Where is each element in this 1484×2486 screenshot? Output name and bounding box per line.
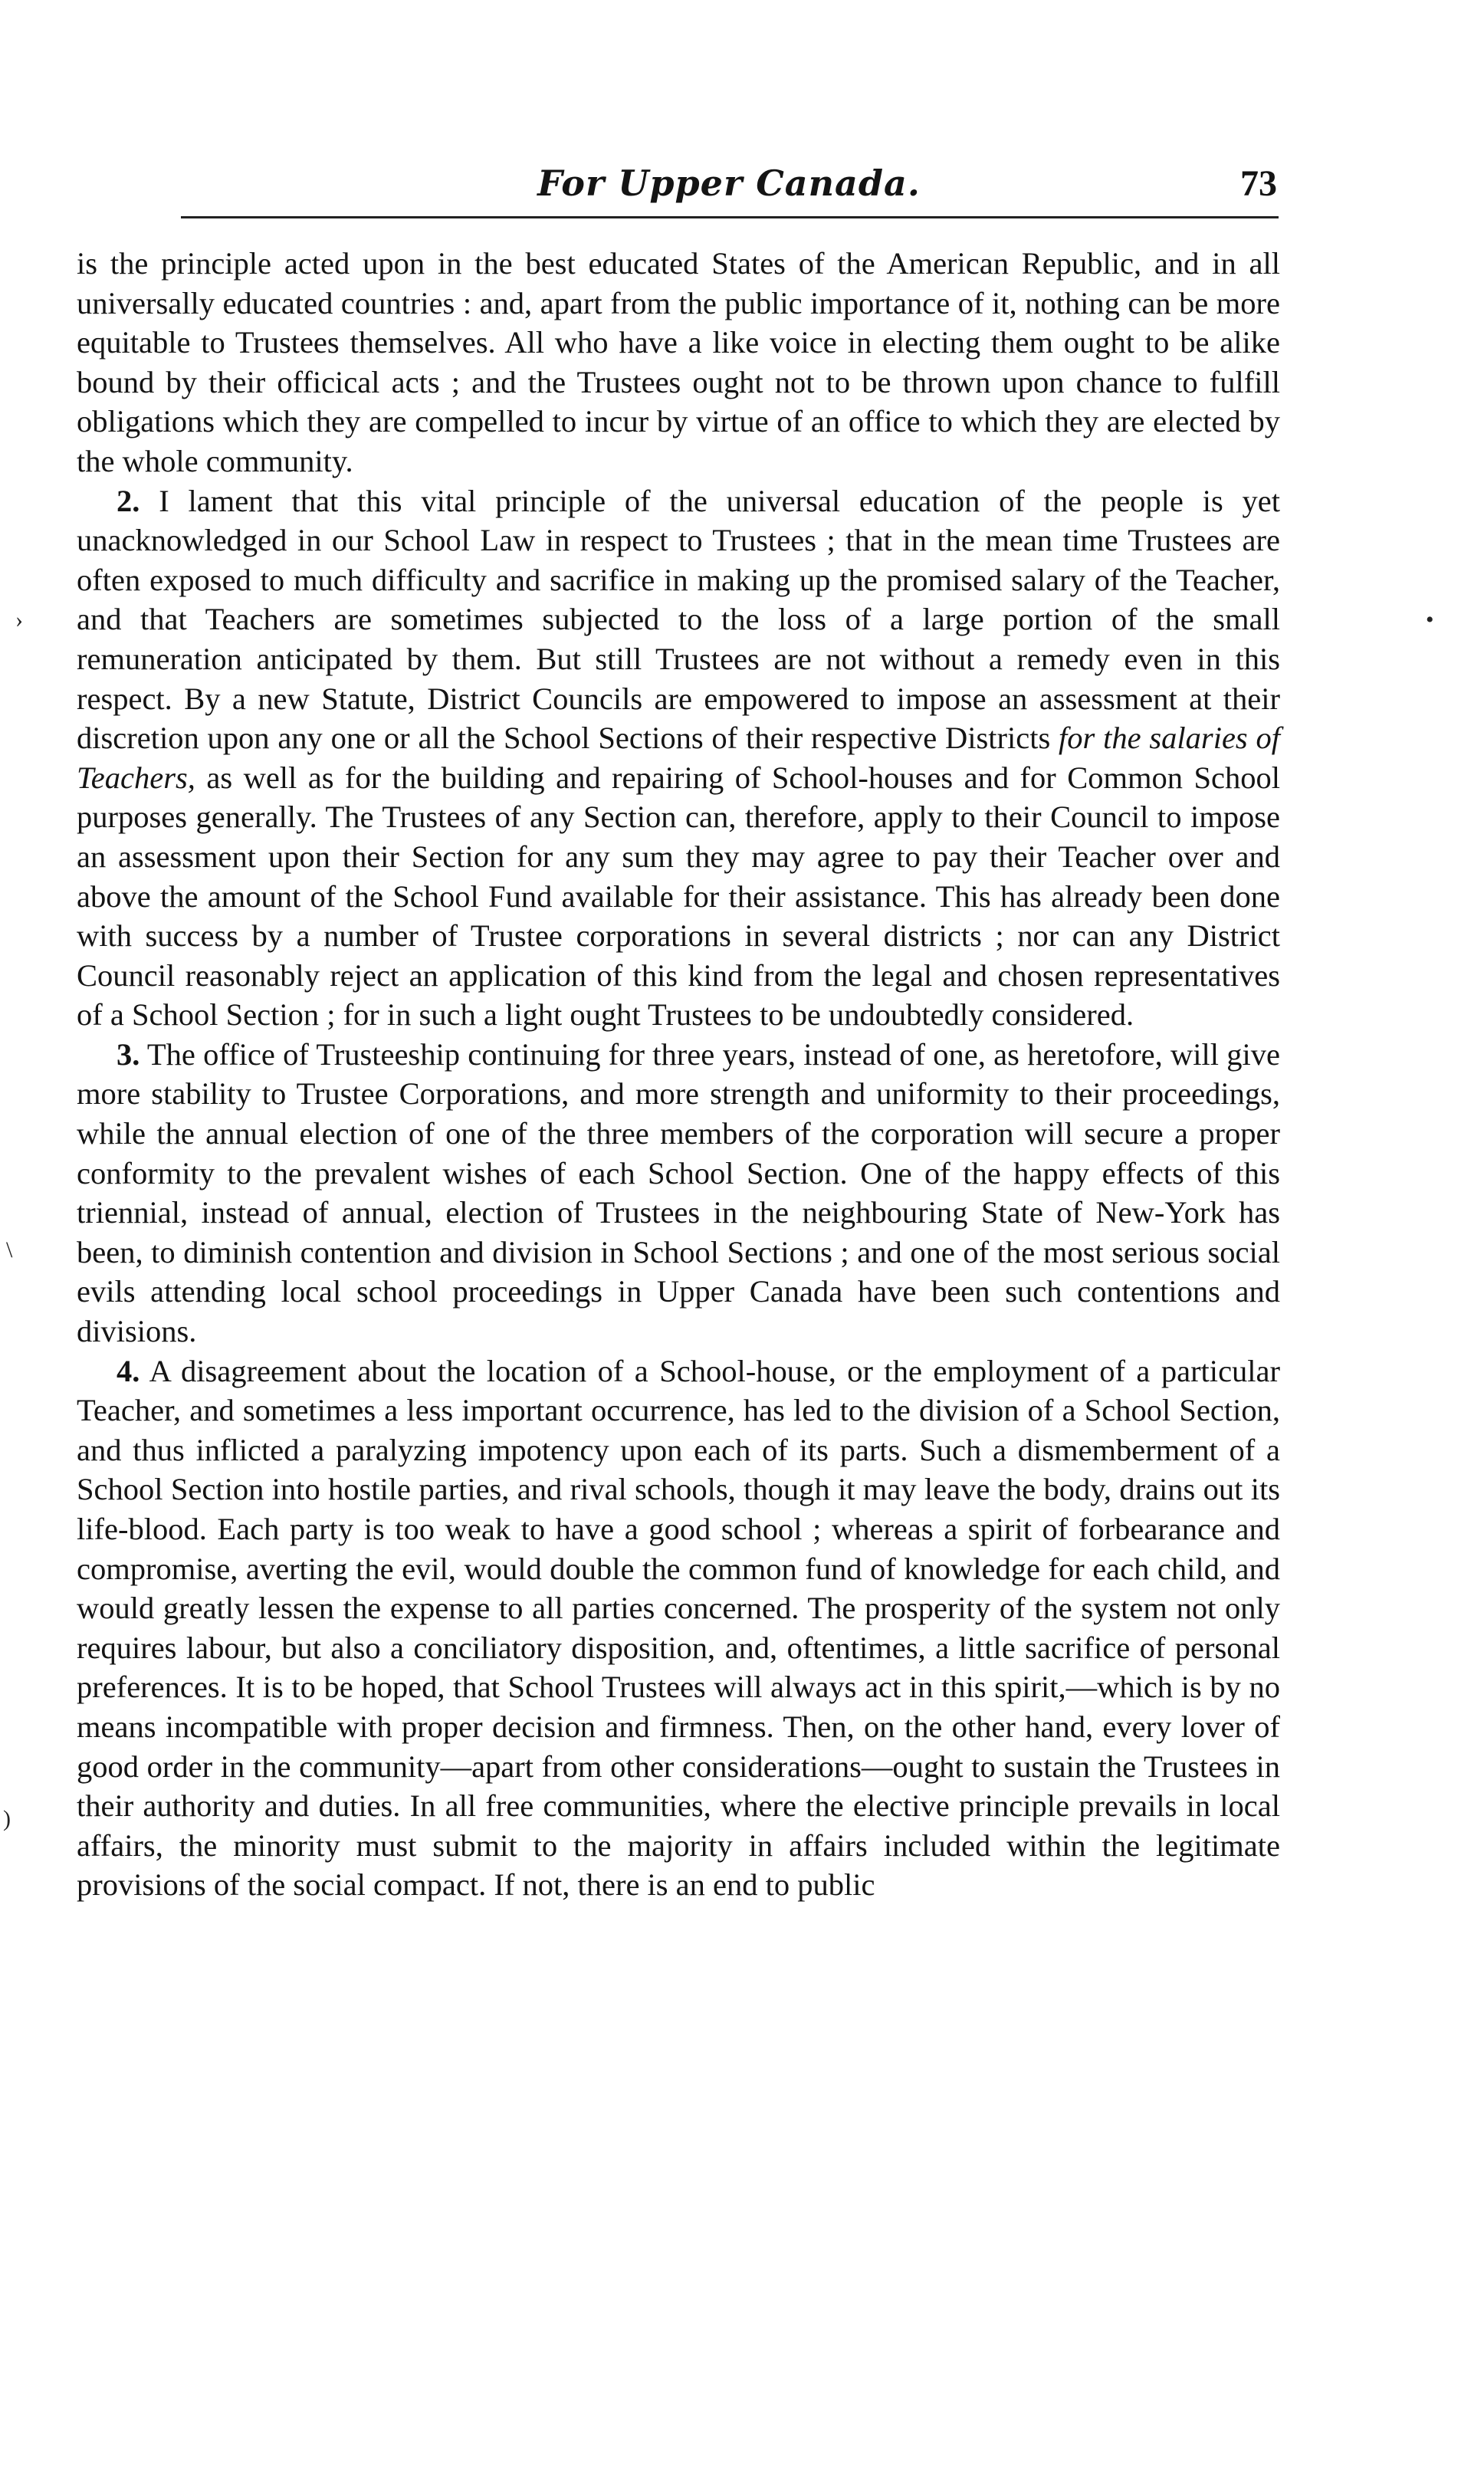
paragraph-4 — [77, 1351, 1280, 1905]
paragraph-text: The office of Trusteeship continuing for three years, instead of one, as heretofore, will give more stability to Trustee Corporations, and more strength and uniformity to their proceedings, while the annual election of one of the three members of the corporation will secure a proper conformity to the prevalent wishes of each School Section. One of the happy effects of this triennial, instead of annual, election of Trustees in the neighbouring State of New-York has been, to diminish contention and division in School Sections ; and one of the most serious social evils attending local school proceedings in Upper Canada have been such contentions and divisions. — [77, 1036, 1280, 1349]
body-text — [77, 244, 1280, 1905]
paragraph-text-continued: as well as for the building and repairing of School-houses and for Common School purposes generally. The Trustees of any Section can, therefore, apply to their Council to impose an assessment upon their Section for any sum they may agree to pay their Teacher over and above the amount of the School Fund available for their assistance. This has already been done with success by a number of Trustee corporations in several districts ; nor can any District Council reasonably reject an application of this kind from the legal and chosen representatives of a School Section ; for in such a light ought Trustees to be undoubtedly considered. — [77, 760, 1280, 1033]
paragraph-number: 3. — [117, 1036, 140, 1072]
paragraph-number: 4. — [117, 1353, 140, 1388]
emphasized-phrase: for the salaries of Teachers, — [77, 721, 1280, 795]
paragraph-2 — [77, 481, 1280, 1035]
paragraph-number: 2. — [117, 483, 140, 518]
margin-mark-icon: \ — [6, 1237, 13, 1263]
paragraph-text: A disagreement about the location of a School-house, or the employment of a particular Teacher, and sometimes a less important occurrence, has led to the division of a School Section, and thus inflicted a paralyzing impotency upon each of its parts. Such a dismemberment of a School Section into hostile parties, and rival schools, though it may leave the body, drains out its life-blood. Each party is too weak to have a good school ; whereas a spirit of forbearance and compromise, averting the evil, would double the common fund of knowledge for each child, and would greatly lessen the expense to all parties concerned. The prosperity of the system not only requires labour, but also a conciliatory disposition, and, oftentimes, a little sacrifice of personal preferences. It is to be hoped, that School Trustees will always act in this spirit,—which is by no means incompatible with proper decision and firmness. Then, on the other hand, every lover of good order in the community—apart from other considerations—ought to sustain the Trustees in their authority and duties. In all free communities, where the elective principle prevails in local affairs, the minority must submit to the majority in affairs included within the legitimate provisions of the social compact. If not, there is an end to public — [77, 1353, 1281, 1903]
running-head — [181, 159, 1277, 213]
running-title: For Upper Canada. — [537, 163, 921, 204]
margin-mark-icon: › — [15, 607, 23, 632]
page-number: 73 — [1240, 163, 1277, 204]
paragraph-text: is the principle acted upon in the best educated States of the American Republic, and in all universally educated countries : and, apart from the public importance of it, nothing can be more equitable to Trustees themselves. All who have a like voice in electing them ought to be alike bound by their officical acts ; and the Trustees ought not to be thrown upon chance to fulfill obligations which they are compelled to incur by virtue of an office to which they are elected by the whole community. — [77, 246, 1280, 478]
paragraph-text: I lament that this vital principle of the universal education of the people is yet unacknowledged in our School Law in respect to Trustees ; that in the mean time Trustees are often exposed to much difficulty and sacrifice in making up the promised salary of the Teacher, and that Teachers are sometimes subjected to the loss of a large portion of the small remuneration anticipated by them. But still Trustees are not without a remedy even in this respect. By a new Statute, District Councils are empowered to impose an assessment at their discretion upon any one or all the School Sections of their respective Districts — [77, 483, 1281, 756]
header-rule — [181, 216, 1279, 218]
margin-mark-icon: ) — [3, 1806, 11, 1831]
paragraph-continued — [77, 244, 1280, 481]
margin-mark-icon: • — [1426, 607, 1434, 632]
paragraph-3 — [77, 1035, 1280, 1351]
